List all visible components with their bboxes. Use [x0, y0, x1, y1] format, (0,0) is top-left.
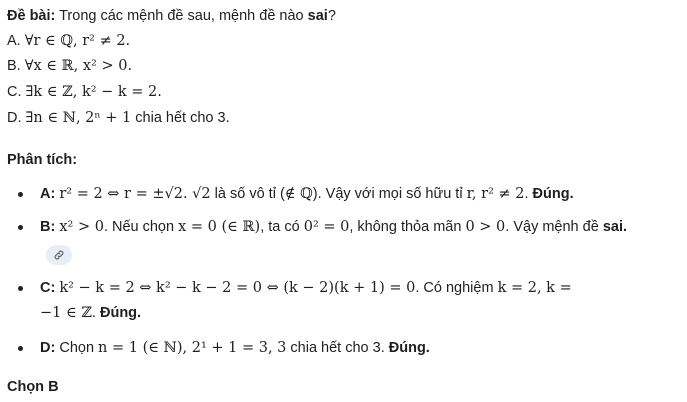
analysis-heading: Phân tích: [7, 152, 78, 168]
option-d: D. ∃n ∈ ℕ, 2ⁿ + 1 chia hết cho 3. [7, 110, 230, 126]
verdict-c: Đúng. [99, 305, 142, 321]
option-b-math: ∀x ∈ ℝ, x² > 0. [24, 58, 133, 74]
final-answer: Chọn B [7, 379, 59, 395]
problem-label: Đề bài: [7, 8, 56, 24]
option-d-math: ∃n ∈ ℕ, 2ⁿ + 1 [25, 110, 132, 126]
verdict-d: Đúng. [388, 340, 430, 356]
option-b: B. ∀x ∈ ℝ, x² > 0. [7, 58, 133, 74]
option-c: C. ∃k ∈ ℤ, k² − k = 2. [7, 84, 162, 100]
bullet-dot [18, 225, 23, 230]
link-icon [53, 249, 65, 261]
problem-statement: Đề bài: Trong các mệnh đề sau, mệnh đề nào sai? [7, 8, 336, 24]
verdict-a: Đúng. [532, 186, 574, 202]
analysis-d: D: Chọn n = 1 (∈ ℕ), 2¹ + 1 = 3, 3 chia hết cho 3. Đúng. [40, 340, 430, 356]
analysis-c-cont: −1 ∈ ℤ. Đúng. [40, 305, 142, 321]
bullet-dot [18, 346, 23, 351]
analysis-c: C: k² − k = 2 ⇔ k² − k − 2 = 0 ⇔ (k − 2)(k + 1) = 0. Có nghiệm k = 2, k = [40, 280, 572, 296]
analysis-a: A: r² = 2 ⇔ r = ±√2. √2 là số vô tỉ (∉ ℚ). Vậy với mọi số hữu tỉ r, r² ≠ 2. Đúng. [40, 186, 574, 202]
option-a-math: ∀r ∈ ℚ, r² ≠ 2. [24, 33, 131, 49]
analysis-b: B: x² > 0. Nếu chọn x = 0 (∈ ℝ), ta có 0² = 0, không thỏa mãn 0 > 0. Vậy mệnh đề sai. [40, 219, 627, 235]
bullet-dot [18, 192, 23, 197]
bullet-dot [18, 286, 23, 291]
option-a: A. ∀r ∈ ℚ, r² ≠ 2. [7, 33, 131, 49]
verdict-b: sai. [602, 219, 627, 235]
problem-keyword: sai [307, 8, 328, 24]
option-c-math: ∃k ∈ ℤ, k² − k = 2. [25, 84, 162, 100]
link-button[interactable] [46, 245, 72, 265]
